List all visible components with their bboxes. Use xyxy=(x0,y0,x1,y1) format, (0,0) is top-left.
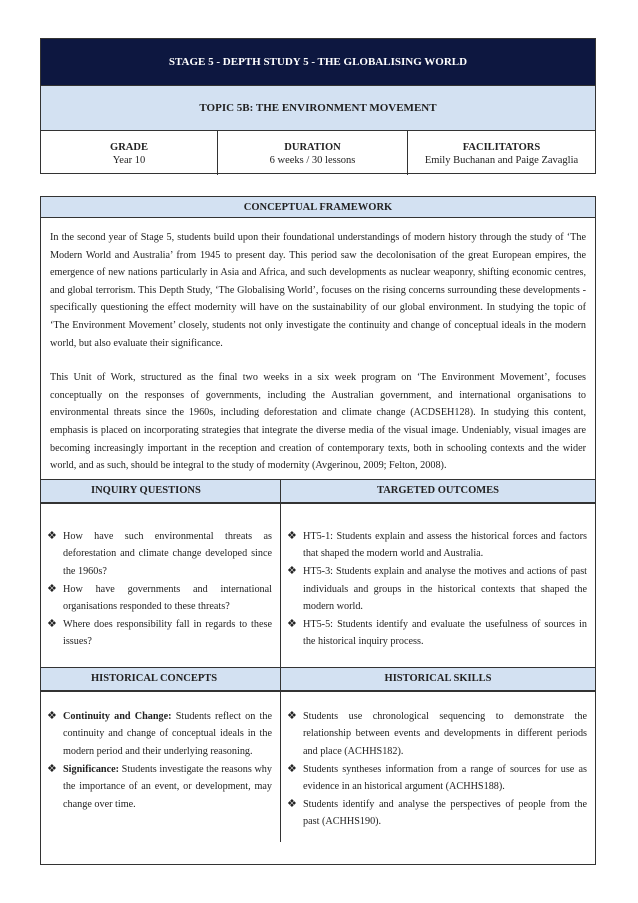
skill-text: Students use chronological sequencing to demonstrate the relationship between events and developments in different periods and place (ACHHS182). xyxy=(303,710,587,757)
concept-text: Students investigate the reasons why the importance of an event, or development, may change over time. xyxy=(63,763,272,810)
four-diamond-bullet-icon: ❖ xyxy=(47,617,57,630)
inquiry-outcomes-body-row xyxy=(41,503,595,667)
outcome-text: HT5-1: Students explain and assess the historical forces and factors that shaped the modern world and Australia. xyxy=(303,530,587,560)
framework-paragraph-1: In the second year of Stage 5, students build upon their foundational understandings of modern history through the study of ‘The Modern World and Australia’ from 1945 to present day. This period saw the decolonisation of the great European empires, the emergence of new nations particularly in Asia and Africa, and such developments as nuclear weaponry, shifting economic centres, and global terrorism. This Depth Study, ‘The Globalising World’, focuses on the rising concerns surrounding these developments - specifically questioning the effect modernity will have on the sustainability of our global environment. In studying the topic of ‘The Environment Movement’ closely, students not only investigate the continuity and change of conceptual ideals in the modern world, but also evaluate their significance. xyxy=(50,232,586,349)
outcomes-heading: TARGETED OUTCOMES xyxy=(376,485,500,497)
inquiry-question: How have governments and international organisations responded to these threats? xyxy=(63,583,272,613)
list-item xyxy=(287,528,587,563)
framework-paragraph-2: This Unit of Work, structured as the final two weeks in a six week program on ‘The Environment Movement’, focuses conceptually on the responses of governments, including the Australian government, and international organisations to environmental threats since the 1960s, including deforestation and climate change (ACDSEH128). In studying this content, emphasis is placed on incorporating strategies that integrate the diverse media of the visual image. Undeniably, visual images are becoming increasingly important in the reception and creation of contemporary texts, both in schooling contexts and the wider world, and as such, should be integral to the study of modernity (Avgerinou, 2009; Felton, 2008). xyxy=(50,372,586,472)
skill-text: Students identify and analyse the perspectives of people from the past (ACHHS190). xyxy=(303,798,587,828)
concepts-skills-body-row xyxy=(41,691,595,842)
concept-term: Significance: xyxy=(63,763,120,775)
list-item xyxy=(287,761,587,796)
inquiry-list xyxy=(47,528,272,651)
list-item xyxy=(287,796,587,831)
outcome-text: HT5-3: Students explain and analyse the motives and actions of past individuals and groups in the historical contexts that shaped the modern world. xyxy=(303,565,587,613)
grade-cell xyxy=(41,131,217,175)
facilitators-value: Emily Buchanan and Paige Zavaglia xyxy=(424,155,579,166)
skills-cell xyxy=(281,692,595,842)
four-diamond-bullet-icon: ❖ xyxy=(47,762,57,775)
grade-label: GRADE xyxy=(110,142,148,153)
skills-list xyxy=(287,708,587,831)
duration-label: DURATION xyxy=(284,142,341,153)
list-item xyxy=(47,761,272,814)
grade-value: Year 10 xyxy=(112,155,146,166)
inquiry-outcomes-header-row xyxy=(41,479,595,503)
concepts-heading: HISTORICAL CONCEPTS xyxy=(41,668,281,690)
list-item xyxy=(287,563,587,616)
four-diamond-bullet-icon: ❖ xyxy=(287,529,297,542)
list-item xyxy=(47,528,272,581)
inquiry-heading: INQUIRY QUESTIONS xyxy=(41,480,281,502)
four-diamond-bullet-icon: ❖ xyxy=(287,617,297,630)
concepts-skills-header-row xyxy=(41,667,595,691)
outcomes-cell xyxy=(281,504,595,667)
four-diamond-bullet-icon: ❖ xyxy=(47,529,57,542)
concepts-list xyxy=(47,708,272,814)
list-item xyxy=(287,616,587,651)
framework-heading: CONCEPTUAL FRAMEWORK xyxy=(41,197,595,218)
four-diamond-bullet-icon: ❖ xyxy=(287,564,297,577)
facilitators-cell xyxy=(407,131,595,175)
outcome-text: HT5-5: Students identify and evaluate the usefulness of sources in the historical inquiry process. xyxy=(303,618,587,648)
unit-meta-row xyxy=(41,131,595,175)
four-diamond-bullet-icon: ❖ xyxy=(47,709,57,722)
unit-details-table xyxy=(40,196,596,865)
concept-term: Continuity and Change: xyxy=(63,710,172,722)
inquiry-cell xyxy=(41,504,281,667)
list-item xyxy=(287,708,587,761)
list-item xyxy=(47,616,272,651)
outcomes-list xyxy=(287,528,587,651)
four-diamond-bullet-icon: ❖ xyxy=(47,582,57,595)
list-item xyxy=(47,708,272,761)
list-item xyxy=(47,581,272,616)
duration-value: 6 weeks / 30 lessons xyxy=(269,155,356,166)
four-diamond-bullet-icon: ❖ xyxy=(287,762,297,775)
skills-heading: HISTORICAL SKILLS xyxy=(384,673,492,685)
concepts-cell xyxy=(41,692,281,842)
duration-cell xyxy=(217,131,407,175)
facilitators-label: FACILITATORS xyxy=(462,142,541,153)
four-diamond-bullet-icon: ❖ xyxy=(287,797,297,810)
inquiry-question: How have such environmental threats as deforestation and climate change developed since the 1960s? xyxy=(63,530,272,577)
inquiry-question: Where does responsibility fall in regards to these issues? xyxy=(63,618,272,648)
four-diamond-bullet-icon: ❖ xyxy=(287,709,297,722)
unit-header-table xyxy=(40,38,596,174)
skill-text: Students syntheses information from a range of sources for use as evidence in an historical argument (ACHHS188). xyxy=(303,763,587,793)
stage-title: STAGE 5 - DEPTH STUDY 5 - THE GLOBALISING WORLD xyxy=(41,39,595,86)
topic-title: TOPIC 5B: THE ENVIRONMENT MOVEMENT xyxy=(41,86,595,131)
concept-text: Students reflect on the continuity and change of conceptual ideals in the modern period and their underlying reasoning. xyxy=(63,710,272,757)
